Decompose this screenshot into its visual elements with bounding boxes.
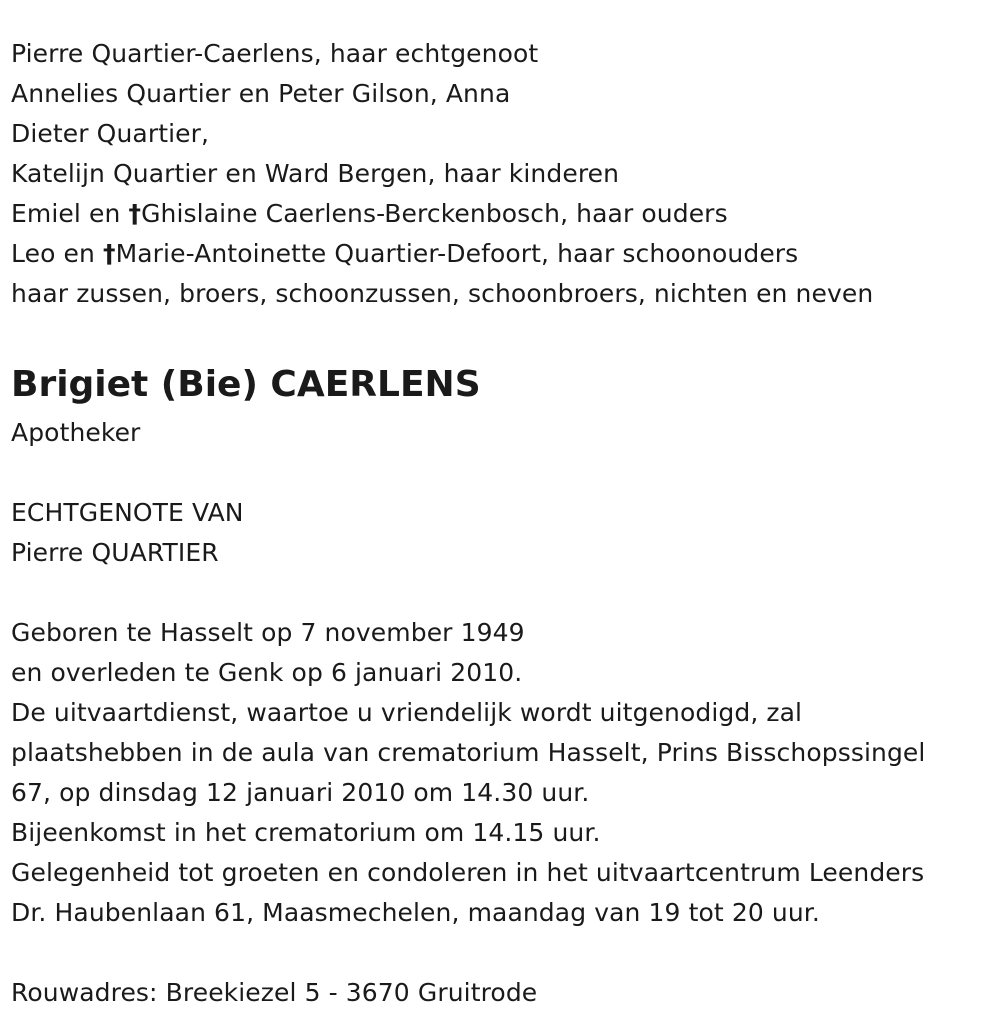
detail-line: Geboren te Hasselt op 7 november 1949 — [11, 618, 525, 647]
family-line-text: Leo en — [11, 239, 103, 268]
cross-icon: † — [102, 239, 116, 268]
family-line: haar zussen, broers, schoonzussen, schoonbroers, nichten en neven — [11, 279, 874, 308]
detail-line: plaatshebben in de aula van crematorium Hasselt, Prins Bisschopssingel — [11, 738, 926, 767]
family-line-parents — [11, 194, 996, 234]
family-line: Annelies Quartier en Peter Gilson, Anna — [11, 79, 511, 108]
family-line-text: Ghislaine Caerlens-Berckenbosch, haar ouders — [141, 199, 728, 228]
family-line-text: Marie-Antoinette Quartier-Defoort, haar schoonouders — [115, 239, 799, 268]
mourning-address: Rouwadres: Breekiezel 5 - 3670 Gruitrode — [11, 978, 538, 1007]
spacer — [11, 453, 996, 493]
spacer — [11, 573, 996, 613]
detail-line: Bijeenkomst in het crematorium om 14.15 uur. — [11, 818, 601, 847]
deceased-name: Brigiet (Bie) CAERLENS — [11, 364, 481, 405]
deceased-profession: Apotheker — [11, 418, 141, 447]
family-list — [11, 34, 996, 314]
detail-line: 67, op dinsdag 12 januari 2010 om 14.30 uur. — [11, 778, 590, 807]
detail-line: en overleden te Genk op 6 januari 2010. — [11, 658, 523, 687]
family-line-text: Emiel en — [11, 199, 129, 228]
cross-icon: † — [128, 199, 142, 228]
spouse-name: Pierre QUARTIER — [11, 538, 219, 567]
funeral-details — [11, 613, 996, 933]
detail-line: Dr. Haubenlaan 61, Maasmechelen, maandag van 19 tot 20 uur. — [11, 898, 820, 927]
death-notice — [11, 34, 996, 1013]
family-line: Dieter Quartier, — [11, 119, 210, 148]
family-line-parents-in-law — [11, 234, 996, 274]
family-line: Katelijn Quartier en Ward Bergen, haar kinderen — [11, 159, 620, 188]
family-line: Pierre Quartier-Caerlens, haar echtgenoot — [11, 39, 539, 68]
detail-line: De uitvaartdienst, waartoe u vriendelijk wordt uitgenodigd, zal — [11, 698, 803, 727]
detail-line: Gelegenheid tot groeten en condoleren in het uitvaartcentrum Leenders — [11, 858, 925, 887]
spouse-label: ECHTGENOTE VAN — [11, 498, 244, 527]
spacer — [11, 314, 996, 354]
spacer — [11, 933, 996, 973]
